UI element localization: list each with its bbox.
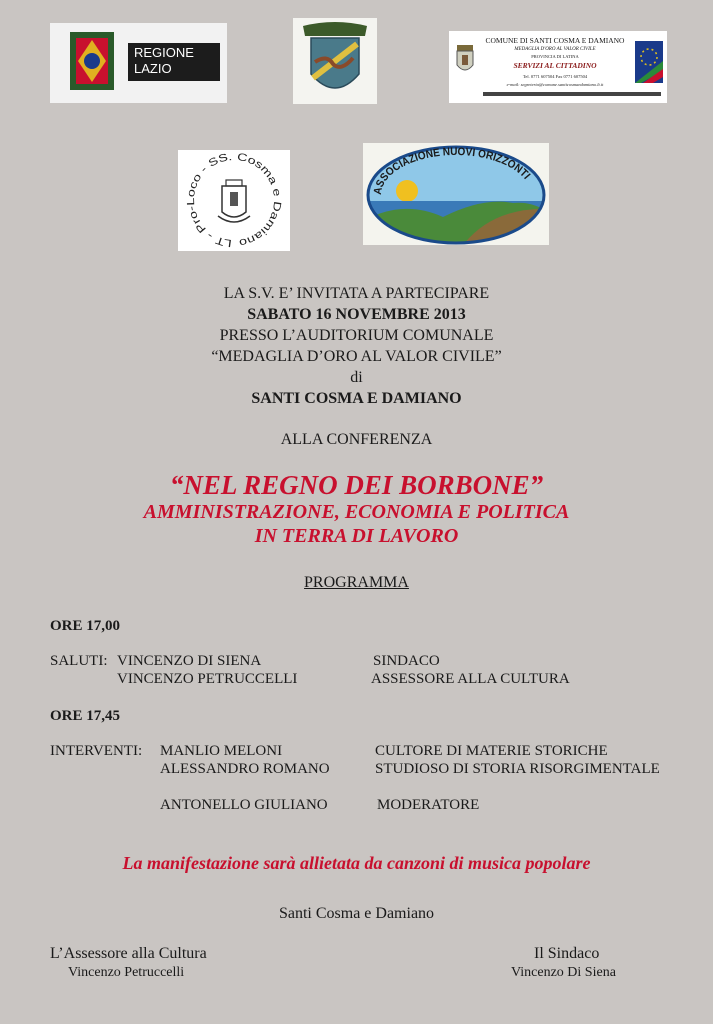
comune-header-logo xyxy=(449,31,667,103)
europe-flag-icon xyxy=(635,41,663,83)
proloco-logo xyxy=(178,150,290,251)
interventi-role-1: CULTORE DI MATERIE STORICHE xyxy=(375,743,608,759)
interventi-role-2: STUDIOSO DI STORIA RISORGIMENTALE xyxy=(375,761,660,777)
saluti-role-2: ASSESSORE ALLA CULTURA xyxy=(371,671,570,687)
time-slot-2: ORE 17,45 xyxy=(50,708,121,724)
event-date: SABATO 16 NOVEMBRE 2013 xyxy=(247,306,466,323)
saluti-role-1: SINDACO xyxy=(373,653,440,669)
interventi-name-2: ALESSANDRO ROMANO xyxy=(160,761,330,777)
saluti-label: SALUTI: xyxy=(50,653,108,669)
regione-lazio-line1: REGIONE xyxy=(134,45,194,60)
coat-of-arms-icon xyxy=(293,18,377,104)
town-name: SANTI COSMA E DAMIANO xyxy=(251,390,462,407)
proloco-ring-text: LT - Pro-Loco - SS. Cosma e Damiano xyxy=(185,150,284,250)
invitation-venue: PRESSO L’AUDITORIUM COMUNALE xyxy=(219,327,494,344)
comune-services: SERVIZI AL CITTADINO xyxy=(513,61,597,70)
proloco-emblem-icon xyxy=(178,150,290,251)
interventi-name-1: MANLIO MELONI xyxy=(160,743,283,759)
signature-left-name: Vincenzo Petruccelli xyxy=(68,965,185,980)
closing-place: Santi Cosma e Damiano xyxy=(278,905,435,922)
conference-subtitle-2: IN TERRA DI LAVORO xyxy=(254,525,459,547)
conference-title: “NEL REGNO DEI BORBONE” xyxy=(169,470,544,500)
comune-medal: MEDAGLIA D'ORO AL VALOR CIVILE xyxy=(514,47,596,52)
signature-left-title: L’Assessore alla Cultura xyxy=(50,945,207,962)
conference-subtitle-1: AMMINISTRAZIONE, ECONOMIA E POLITICA xyxy=(143,501,570,523)
comune-province: PROVINCIA DI LATINA xyxy=(531,54,579,59)
comune-email: e-mail: segreteria@comune.santicosmaedamiano.lt.it xyxy=(506,82,604,87)
comune-crest-icon xyxy=(453,43,477,77)
conference-intro: ALLA CONFERENZA xyxy=(280,431,433,448)
comune-title: COMUNE DI SANTI COSMA E DAMIANO xyxy=(485,36,625,45)
invitation-line-1: LA S.V. E’ INVITATA A PARTECIPARE xyxy=(223,285,490,302)
associazione-logo xyxy=(363,143,549,245)
provincia-coat-of-arms xyxy=(293,18,377,104)
regione-lazio-emblem xyxy=(62,28,122,98)
regione-lazio-logo xyxy=(50,23,227,103)
time-slot-1: ORE 17,00 xyxy=(50,618,121,634)
moderatore-role: MODERATORE xyxy=(377,797,480,813)
interventi-label: INTERVENTI: xyxy=(50,743,143,759)
associazione-emblem-icon xyxy=(363,143,549,245)
invitation-di: di xyxy=(350,369,363,386)
signature-right-title: Il Sindaco xyxy=(534,945,600,962)
saluti-name-1: VINCENZO DI SIENA xyxy=(117,653,262,669)
comune-contacts: Tel. 0771 607504 Fax 0771 607504 xyxy=(522,74,588,79)
programma-heading: PROGRAMMA xyxy=(304,574,409,591)
saluti-name-2: VINCENZO PETRUCCELLI xyxy=(117,671,298,687)
music-note: La manifestazione sarà allietata da canzoni di musica popolare xyxy=(122,853,591,873)
associazione-name: ASSOCIAZIONE NUOVI ORIZZONTI xyxy=(371,145,533,196)
venue-name: “MEDAGLIA D’ORO AL VALOR CIVILE” xyxy=(211,348,502,365)
comune-divider xyxy=(483,92,661,96)
moderatore-name: ANTONELLO GIULIANO xyxy=(160,797,328,813)
signature-right-name: Vincenzo Di Siena xyxy=(511,965,616,980)
regione-lazio-line2: LAZIO xyxy=(134,61,172,76)
